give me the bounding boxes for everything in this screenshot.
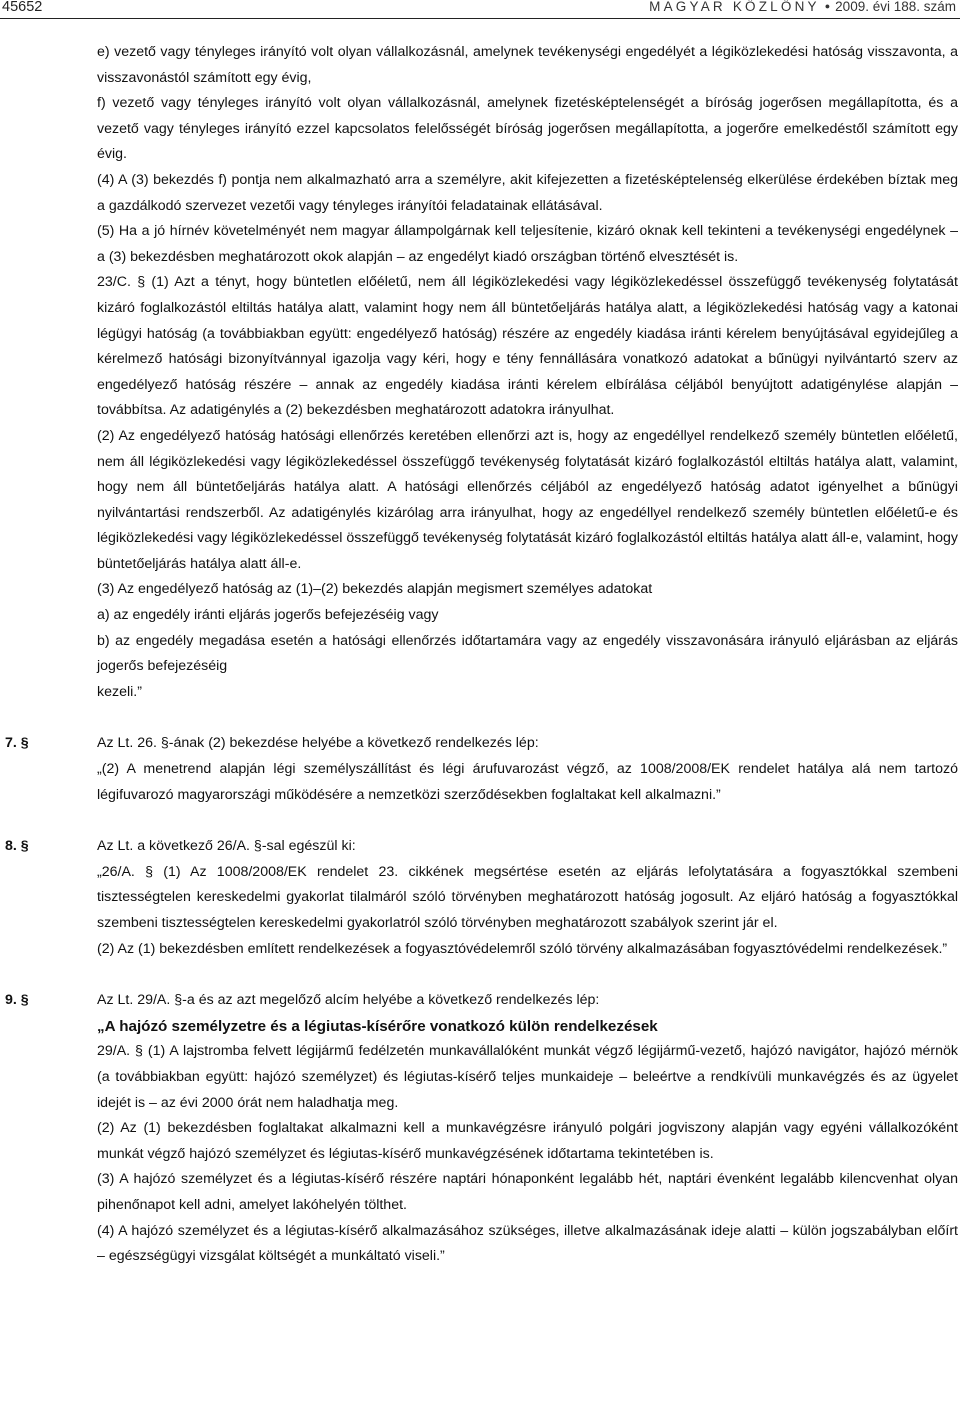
section-9 <box>5 988 958 1270</box>
document-body <box>5 40 958 1270</box>
section-8 <box>5 834 958 962</box>
paragraph-e: e) vezető vagy tényleges irányító volt olyan vállalkozásnál, amelynek tevékenységi engedélyét a légiközlekedési hatóság visszavonta, a visszavonástól számított egy évig, <box>97 44 958 86</box>
section-7 <box>5 731 958 808</box>
paragraph-5: (5) Ha a jó hírnév követelményét nem magyar állampolgárnak kell teljesítenie, kizáró oknak kell tekinteni a tevékenységi engedélynek – a (3) bekezdésben meghatározott okok alapján – az engedélyt kiadó országban történő elvesztését is. <box>97 223 958 265</box>
header-rule <box>0 18 960 19</box>
issue-label: 2009. évi 188. szám <box>835 0 956 14</box>
page-number: 45652 <box>2 0 43 15</box>
point-a: a) az engedély iránti eljárás jogerős befejezéséig vagy <box>97 607 439 624</box>
paragraph-23c-3: (3) Az engedélyező hatóság az (1)–(2) bekezdés alapján megismert személyes adatokat <box>97 581 653 598</box>
bullet-separator-icon: ● <box>824 1 831 11</box>
section-intro: Az Lt. a következő 26/A. §-sal egészül ki: <box>97 838 356 855</box>
section-text: (2) Az (1) bekezdésben említett rendelkezések a fogyasztóvédelemről szóló törvény alkalmazásában fogyasztóvédelmi rendelkezések.” <box>97 940 948 957</box>
journal-info <box>649 0 956 14</box>
section-text: „26/A. § (1) Az 1008/2008/EK rendelet 23. cikkének megsértése esetén az eljárás lefolytatására a fogyasztókkal szembeni tisztességtelen kereskedelmi gyakorlat tilalmáról szóló törvényben meghatározott hatóság jogosult. Az eljáró hatóság a fogyasztókkal szembeni tisztességtelen kereskedelmi gyakorlatról szóló törvényben meghatározott szabályok szerint jár el. <box>97 863 958 931</box>
section-text: (4) A hajózó személyzet és a légiutas-kísérő alkalmazásához szükséges, illetve alkalmazásának ideje alatti – külön jogszabályban előírt – egészségügyi vizsgálat költségét a munkáltató viseli.” <box>97 1222 958 1265</box>
section-number: 7. § <box>5 735 29 752</box>
point-b: b) az engedély megadása esetén a hatósági ellenőrzés időtartamára vagy az engedély visszavonására irányuló eljárásban az eljárás jogerős befejezéséig <box>97 632 958 675</box>
section-number: 9. § <box>5 992 29 1009</box>
section-intro: Az Lt. 29/A. §-a és az azt megelőző alcím helyébe a következő rendelkezés lép: <box>97 992 600 1009</box>
paragraph-23c-1: 23/C. § (1) Azt a tényt, hogy büntetlen előéletű, nem áll légiközlekedési vagy légiközlekedéssel összefüggő tevékenység folytatását kizáró foglalkozástól eltiltás hatálya alatt, valamint hogy nem áll büntetőeljárás hatálya alatt, a légiközlekedési hatóság vagy a katonai légügyi hatóság (a továbbiakban együtt: engedélyező hatóság) részére az engedély kiadása iránti kérelem benyújtásával egyidejűleg a kérelmező hatósági bizonyítvánnyal igazolja vagy kéri, hogy e tény fennállására vonatkozó adatokat a bűnügyi nyilvántartó szerv az engedélyező hatóság részére – annak az engedély kiadása iránti kérelem elbírálása céljából benyújtott adatigénylése alapján – továbbítsa. Az adatigénylés a (2) bekezdésben meghatározott adatokra irányulhat. <box>97 274 958 419</box>
section-number: 8. § <box>5 838 29 855</box>
publication-name: MAGYAR KÖZLÖNY <box>649 0 820 14</box>
subtitle-heading: „A hajózó személyzetre és a légiutas-kísérőre vonatkozó külön rendelkezések <box>97 1017 658 1035</box>
closing-text: kezeli.” <box>97 683 142 700</box>
paragraph-4: (4) A (3) bekezdés f) pontja nem alkalmazható arra a személyre, akit kifejezetten a fizetésképtelenség elkerülése érdekében bíztak meg a gazdálkodó szervezet vezetői vagy tényleges irányítói feladatainak ellátásával. <box>97 171 958 214</box>
paragraph-f: f) vezető vagy tényleges irányító volt olyan vállalkozásnál, amelynek fizetésképtelenségét a bíróság jogerősen megállapította, és a vezető vagy tényleges irányító ezzel kapcsolatos felelősségét bíróság jogerősen megállapította, a jogerőre emelkedéstől számított egy évig. <box>97 95 958 163</box>
section-intro: Az Lt. 26. §-ának (2) bekezdése helyébe a következő rendelkezés lép: <box>97 735 539 752</box>
section-text: „(2) A menetrend alapján légi személyszállítást és légi árufuvarozást végző, az 1008/2008/EK rendelet hatálya alá nem tartozó légifuvarozó magyarországi működésére a nemzetközi szerződésekben foglaltakat kell alkalmazni.” <box>97 761 958 803</box>
paragraph-23c-2: (2) Az engedélyező hatóság hatósági ellenőrzés keretében ellenőrzi azt is, hogy az engedéllyel rendelkező személy büntetlen előéletű, nem áll légiközlekedési vagy légiközlekedéssel összefüggő tevékenység folytatását kizáró foglalkozástól eltiltás hatálya alatt, valamint, hogy nem áll büntetőeljárás hatálya alatt. A hatósági ellenőrzés céljából az engedélyező hatóság adatot igényelhet a bűnügyi nyilvántartási rendszerből. Az adatigénylés kizárólag arra irányulhat, hogy az engedéllyel rendelkező személy büntetlen előéletű-e és légiközlekedési vagy légiközlekedéssel összefüggő tevékenység folytatását kizáró foglalkozástól eltiltás hatálya alatt áll-e, valamint, hogy büntetőeljárás hatálya alatt áll-e. <box>97 427 958 572</box>
section-text: (3) A hajózó személyzet és a légiutas-kísérő részére naptári hónaponként legalább hét, naptári évenként legalább kilencvenhat olyan pihenőnapot kell adni, amelyet lakóhelyén tölthet. <box>97 1171 958 1213</box>
page-header <box>0 0 960 22</box>
section-text: (2) Az (1) bekezdésben foglaltakat alkalmazni kell a munkavégzésre irányuló polgári jogviszony alapján vagy egyéni vállalkozóként munkát végző hajózó személyzet és légiutas-kísérő munkavégzésének időtartama tekintetében is. <box>97 1120 958 1162</box>
section-text: 29/A. § (1) A lajstromba felvett légijármű fedélzetén munkavállalóként munkát végző légijármű-vezető, hajózó navigátor, hajózó mérnök (a továbbiakban együtt: hajózó személyzet) és légiutas-kísérő teljes munkaideje – beleértve a rendkívüli munkavégzés és az ügyelet idejét is – az évi 2000 órát nem haladhatja meg. <box>97 1043 958 1111</box>
